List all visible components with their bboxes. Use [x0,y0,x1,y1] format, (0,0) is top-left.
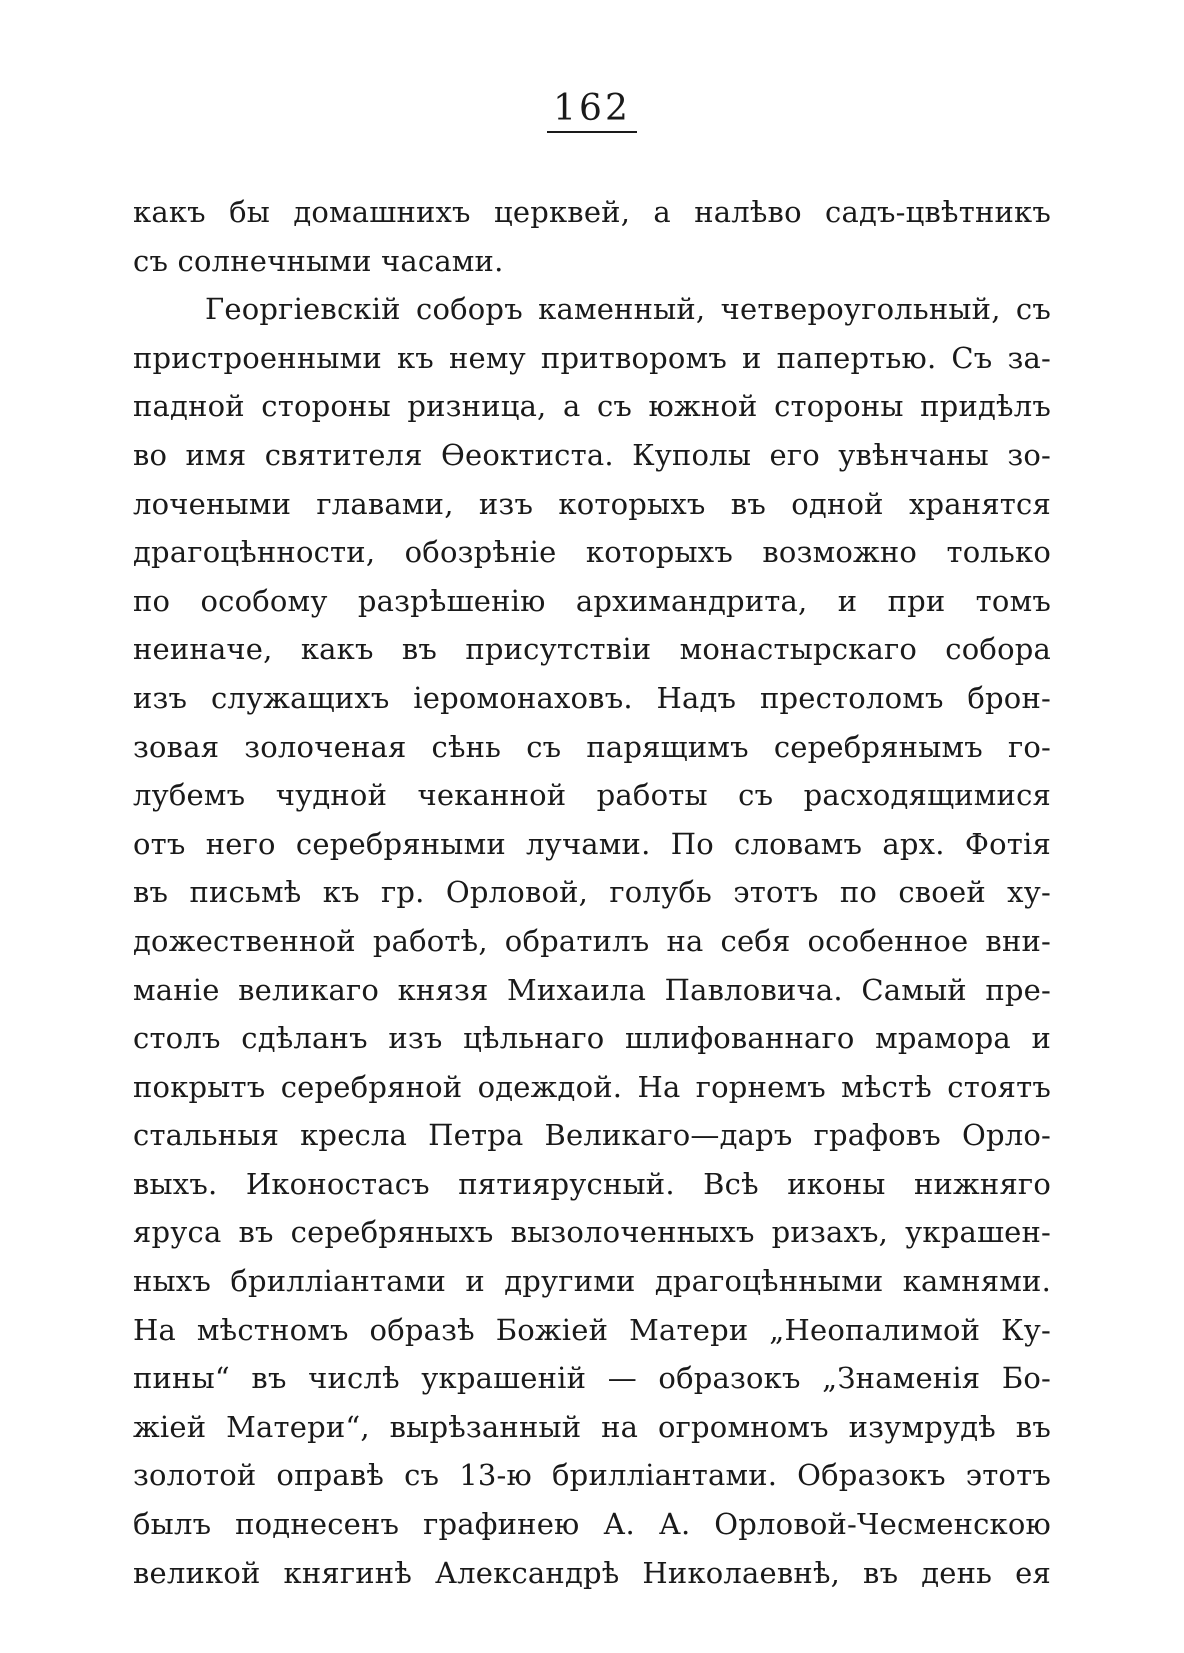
text-line: пристроенными къ нему притворомъ и папертью. Съ за- [133,340,1051,375]
text-line: какъ бы домашнихъ церквей, а налѣво садъ-цвѣтникъ [133,195,1051,229]
text-line: ныхъ бриллiантами и другими драгоцѣнными камнями. [133,1264,1051,1299]
text-line: драгоцѣнности, обозрѣніе которыхъ возможно только [133,535,1051,570]
text-line: дожественной работѣ, обратилъ на себя особенное вни- [133,923,1051,958]
text-line: Георгіевскій соборъ каменный, четвероугольный, съ [205,292,1051,327]
text-line: былъ поднесенъ графинею А. А. Орловой-Чесменскою [133,1507,1051,1542]
text-line: въ письмѣ къ гр. Орловой, голубь этотъ по своей ху- [133,875,1051,910]
text-line: неиначе, какъ въ присутствіи монастырскаго собора [133,632,1051,667]
text-line: жіей Матери“, вырѣзанный на огромномъ изумрудѣ въ [133,1409,1051,1444]
text-line: по особому разрѣшенію архимандрита, и при томъ [133,583,1051,618]
text-line: великой княгинѣ Александрѣ Николаевнѣ, въ день ея [133,1555,1051,1590]
text-line: изъ служащихъ іеромонаховъ. Надъ престоломъ брон- [133,680,1051,715]
text-line: столъ сдѣланъ изъ цѣльнаго шлифованнаго мрамора и [133,1021,1051,1056]
text-line: покрытъ серебряной одеждой. На горнемъ мѣстѣ стоятъ [133,1069,1051,1104]
page-number [0,88,1184,133]
text-line: лочеными главами, изъ которыхъ въ одной хранятся [133,486,1051,521]
page-number-text: 162 [547,88,637,133]
text-line: На мѣстномъ образѣ Божіей Матери „Неопалимой Ку- [133,1312,1051,1347]
text-line: зовая золоченая сѣнь съ парящимъ серебрянымъ го- [133,729,1051,764]
text-line: выхъ. Иконостасъ пятиярусный. Всѣ иконы нижняго [133,1166,1051,1201]
text-line: золотой оправѣ съ 13-ю бриллiантами. Образокъ этотъ [133,1458,1051,1493]
text-line: стальныя кресла Петра Великаго—даръ графовъ Орло- [133,1118,1051,1153]
text-line: лубемъ чудной чеканной работы съ расходящимися [133,778,1051,813]
text-line: съ солнечными часами. [133,243,504,278]
text-line: падной стороны ризница, а съ южной стороны придѣлъ [133,389,1051,424]
body-text [133,188,1051,1597]
text-line: пины“ въ числѣ украшеній — образокъ „Знаменія Бо- [133,1361,1051,1396]
text-line: яруса въ серебряныхъ вызолоченныхъ ризахъ, украшен- [133,1215,1051,1250]
text-line: во имя святителя Ѳеоктиста. Куполы его увѣнчаны зо- [133,437,1051,472]
text-line: отъ него серебряными лучами. По словамъ арх. Фотія [133,826,1051,861]
text-line: маніе великаго князя Михаила Павловича. Самый пре- [133,972,1051,1007]
